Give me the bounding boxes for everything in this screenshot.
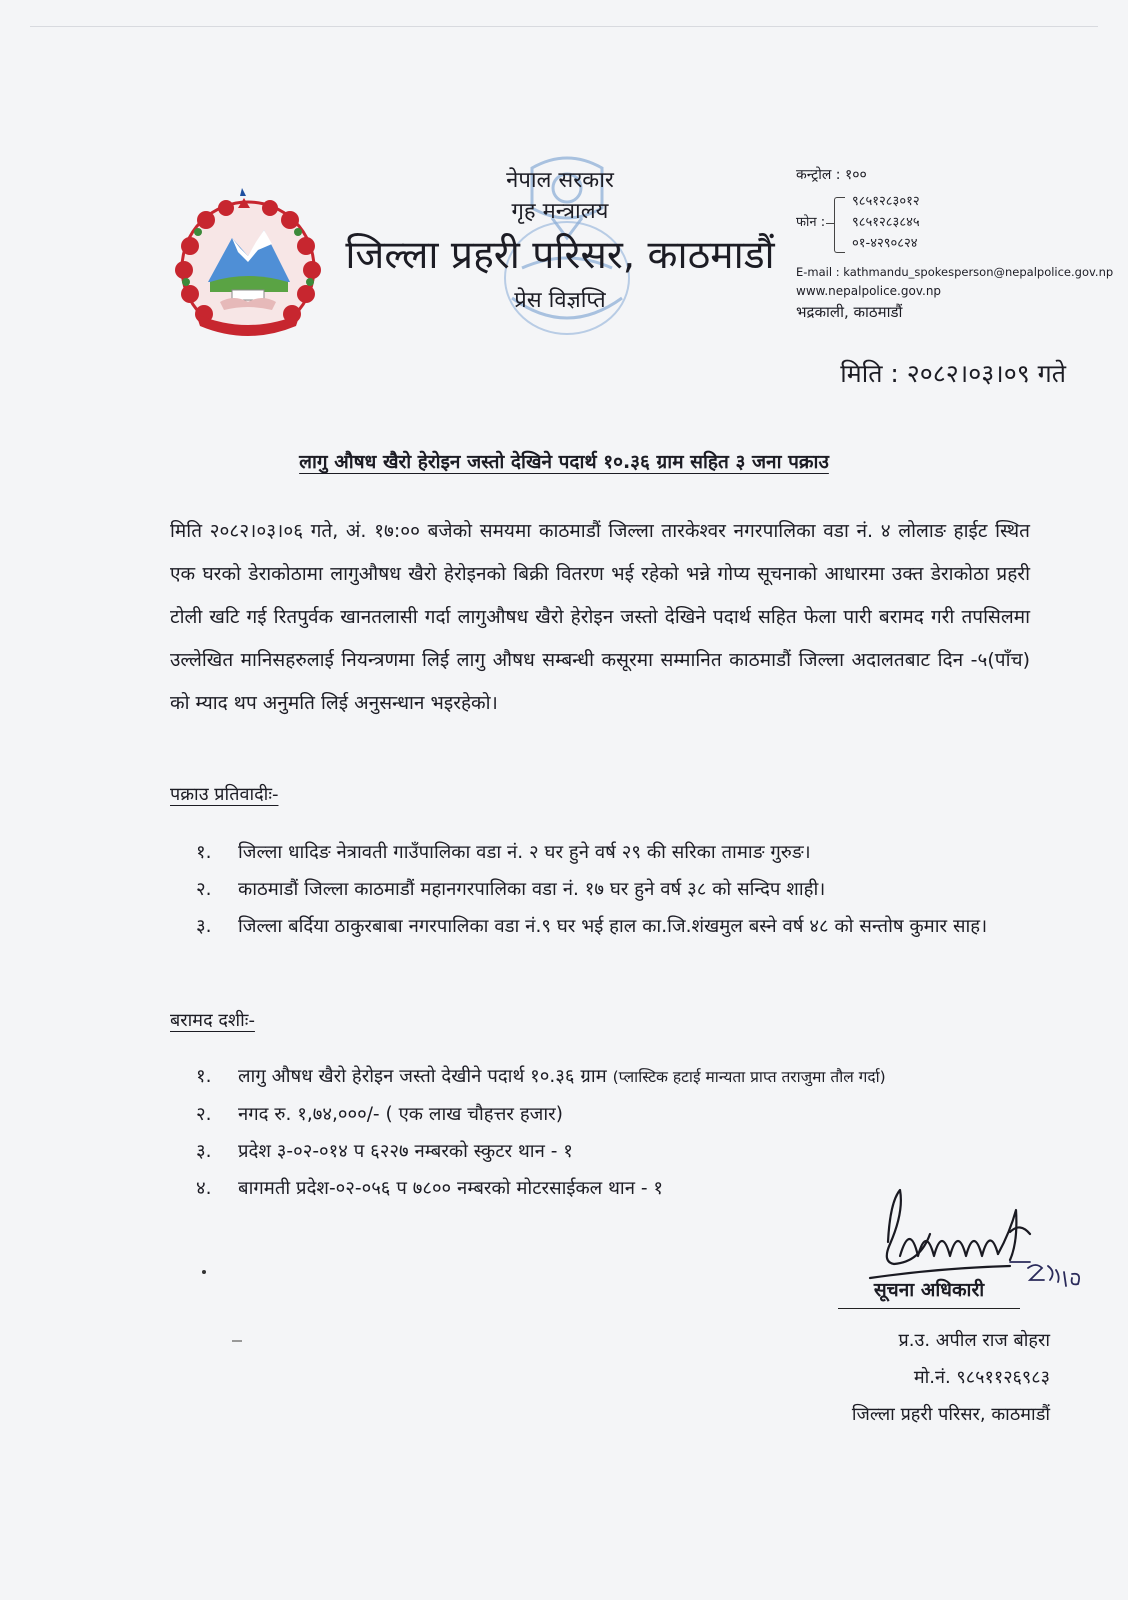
list-item [196,871,1036,908]
item-text: जिल्ला धादिङ नेत्रावती गाउँपालिका वडा नं. २ घर हुने वर्ष २९ की सरिका तामाङ गुरुङ। [238,842,811,863]
item-number: १. [196,842,212,863]
list-item [196,1133,1036,1170]
government-name: नेपाल सरकार [506,168,614,193]
top-rule [30,26,1098,27]
signatory-details [800,1322,1050,1433]
signatory-title: सूचना अधिकारी [838,1276,1020,1309]
phone-brace [834,197,845,253]
item-text: प्रदेश ३-०२-०१४ प ६२२७ नम्बरको स्कुटर थान - १ [238,1141,573,1162]
seized-heading: बरामद दशीः- [170,1010,255,1031]
phone-label: फोन : [796,215,826,230]
item-text: बागमती प्रदेश-०२-०५६ प ७८०० नम्बरको मोटरसाईकल थान - १ [238,1178,664,1199]
email-address: E-mail : kathmandu_spokesperson@nepalpolice.gov.np [796,265,1114,279]
headline-text: लागु औषध खैरो हेरोइन जस्तो देखिने पदार्थ १०.३६ ग्राम सहित ३ जना पक्राउ [299,451,829,473]
signatory-name: प्र.उ. अपील राज बोहरा [898,1330,1050,1351]
list-item [196,908,1036,945]
item-number: २. [196,879,212,900]
item-number: ३. [196,1141,212,1162]
phone-list [852,191,920,254]
item-text: जिल्ला बर्दिया ठाकुरबाबा नगरपालिका वडा नं.९ घर भई हाल का.जि.शंखमुल बस्ने वर्ष ४८ को सन्तोष कुमार साह। [238,916,988,937]
paper-speck [202,1270,206,1274]
item-text: काठमाडौं जिल्ला काठमाडौं महानगरपालिका वडा नं. १७ घर हुने वर्ष ३८ को सन्दिप शाही। [238,879,826,900]
phone-number: ०१-४२९०८२४ [852,236,918,251]
item-number: १. [196,1066,212,1087]
ministry-name: गृह मन्त्रालय [511,199,609,224]
accused-list [196,834,1036,945]
item-number: ३. [196,916,212,937]
contact-block [796,166,1116,322]
brace-tick [826,223,834,224]
signatory-mobile: मो.नं. ९८५११२६९८३ [913,1367,1050,1388]
letterhead [310,166,810,318]
item-number: २. [196,1104,212,1125]
control-number: कन्ट्रोल : १०० [796,167,867,183]
office-address: भद्रकाली, काठमाडौं [796,303,903,321]
item-number: ४. [196,1178,212,1199]
phone-group [796,191,1116,255]
office-name: जिल्ला प्रहरी परिसर, काठमाडौं [345,233,775,278]
paper-speck [232,1340,242,1342]
accused-heading: पक्राउ प्रतिवादीः- [170,784,279,805]
signatory-office: जिल्ला प्रहरी परिसर, काठमाडौं [851,1404,1050,1425]
headline [0,448,1128,474]
item-text: नगद रु. १,७४,०००/- ( एक लाख चौहत्तर हजार) [238,1104,563,1125]
item-text: लागु औषध खैरो हेरोइन जस्तो देखीने पदार्थ १०.३६ ग्राम [238,1066,607,1087]
list-item [196,1058,1036,1096]
item-note: (प्लास्टिक हटाई मान्यता प्राप्त तराजुमा तौल गर्दा) [612,1068,886,1086]
website: www.nepalpolice.gov.np [796,284,942,298]
body-paragraph: मिति २०८२।०३।०६ गते, अं. १७:०० बजेको समयमा काठमाडौं जिल्ला तारकेश्वर नगरपालिका वडा नं. ४ लोलाङ हाईट स्थित एक घरको डेराकोठामा लागुऔषध खैरो हेरोइनको बिक्री वितरण भई रहेको भन्ने गोप्य सूचनाको आधारमा उक्त डेराकोठा प्रहरी टोली खटि गई रितपुर्वक खानतलासी गर्दा लागुऔषध खैरो हेरोइन जस्तो देखिने पदार्थ सहित फेला पारी बरामद गरी तपसिलमा उल्लेखित मानिसहरुलाई नियन्त्रणमा लिई लागु औषध सम्बन्धी कसूरमा सम्मानित काठमाडौं जिल्ला अदालतबाट दिन -५(पाँच) को म्याद थप अनुमति लिई अनुसन्धान भइरहेको। [170,520,1030,714]
phone-number: ९८५१२८३८४५ [852,215,920,230]
list-item [196,834,1036,871]
nepal-emblem-icon [168,186,328,346]
phone-number: ९८५१२८३०१२ [852,194,920,209]
release-date: मिति : २०८२।०३।०९ गते [840,359,1066,388]
list-item [196,1096,1036,1133]
document-type: प्रेस विज्ञप्ति [514,288,606,313]
